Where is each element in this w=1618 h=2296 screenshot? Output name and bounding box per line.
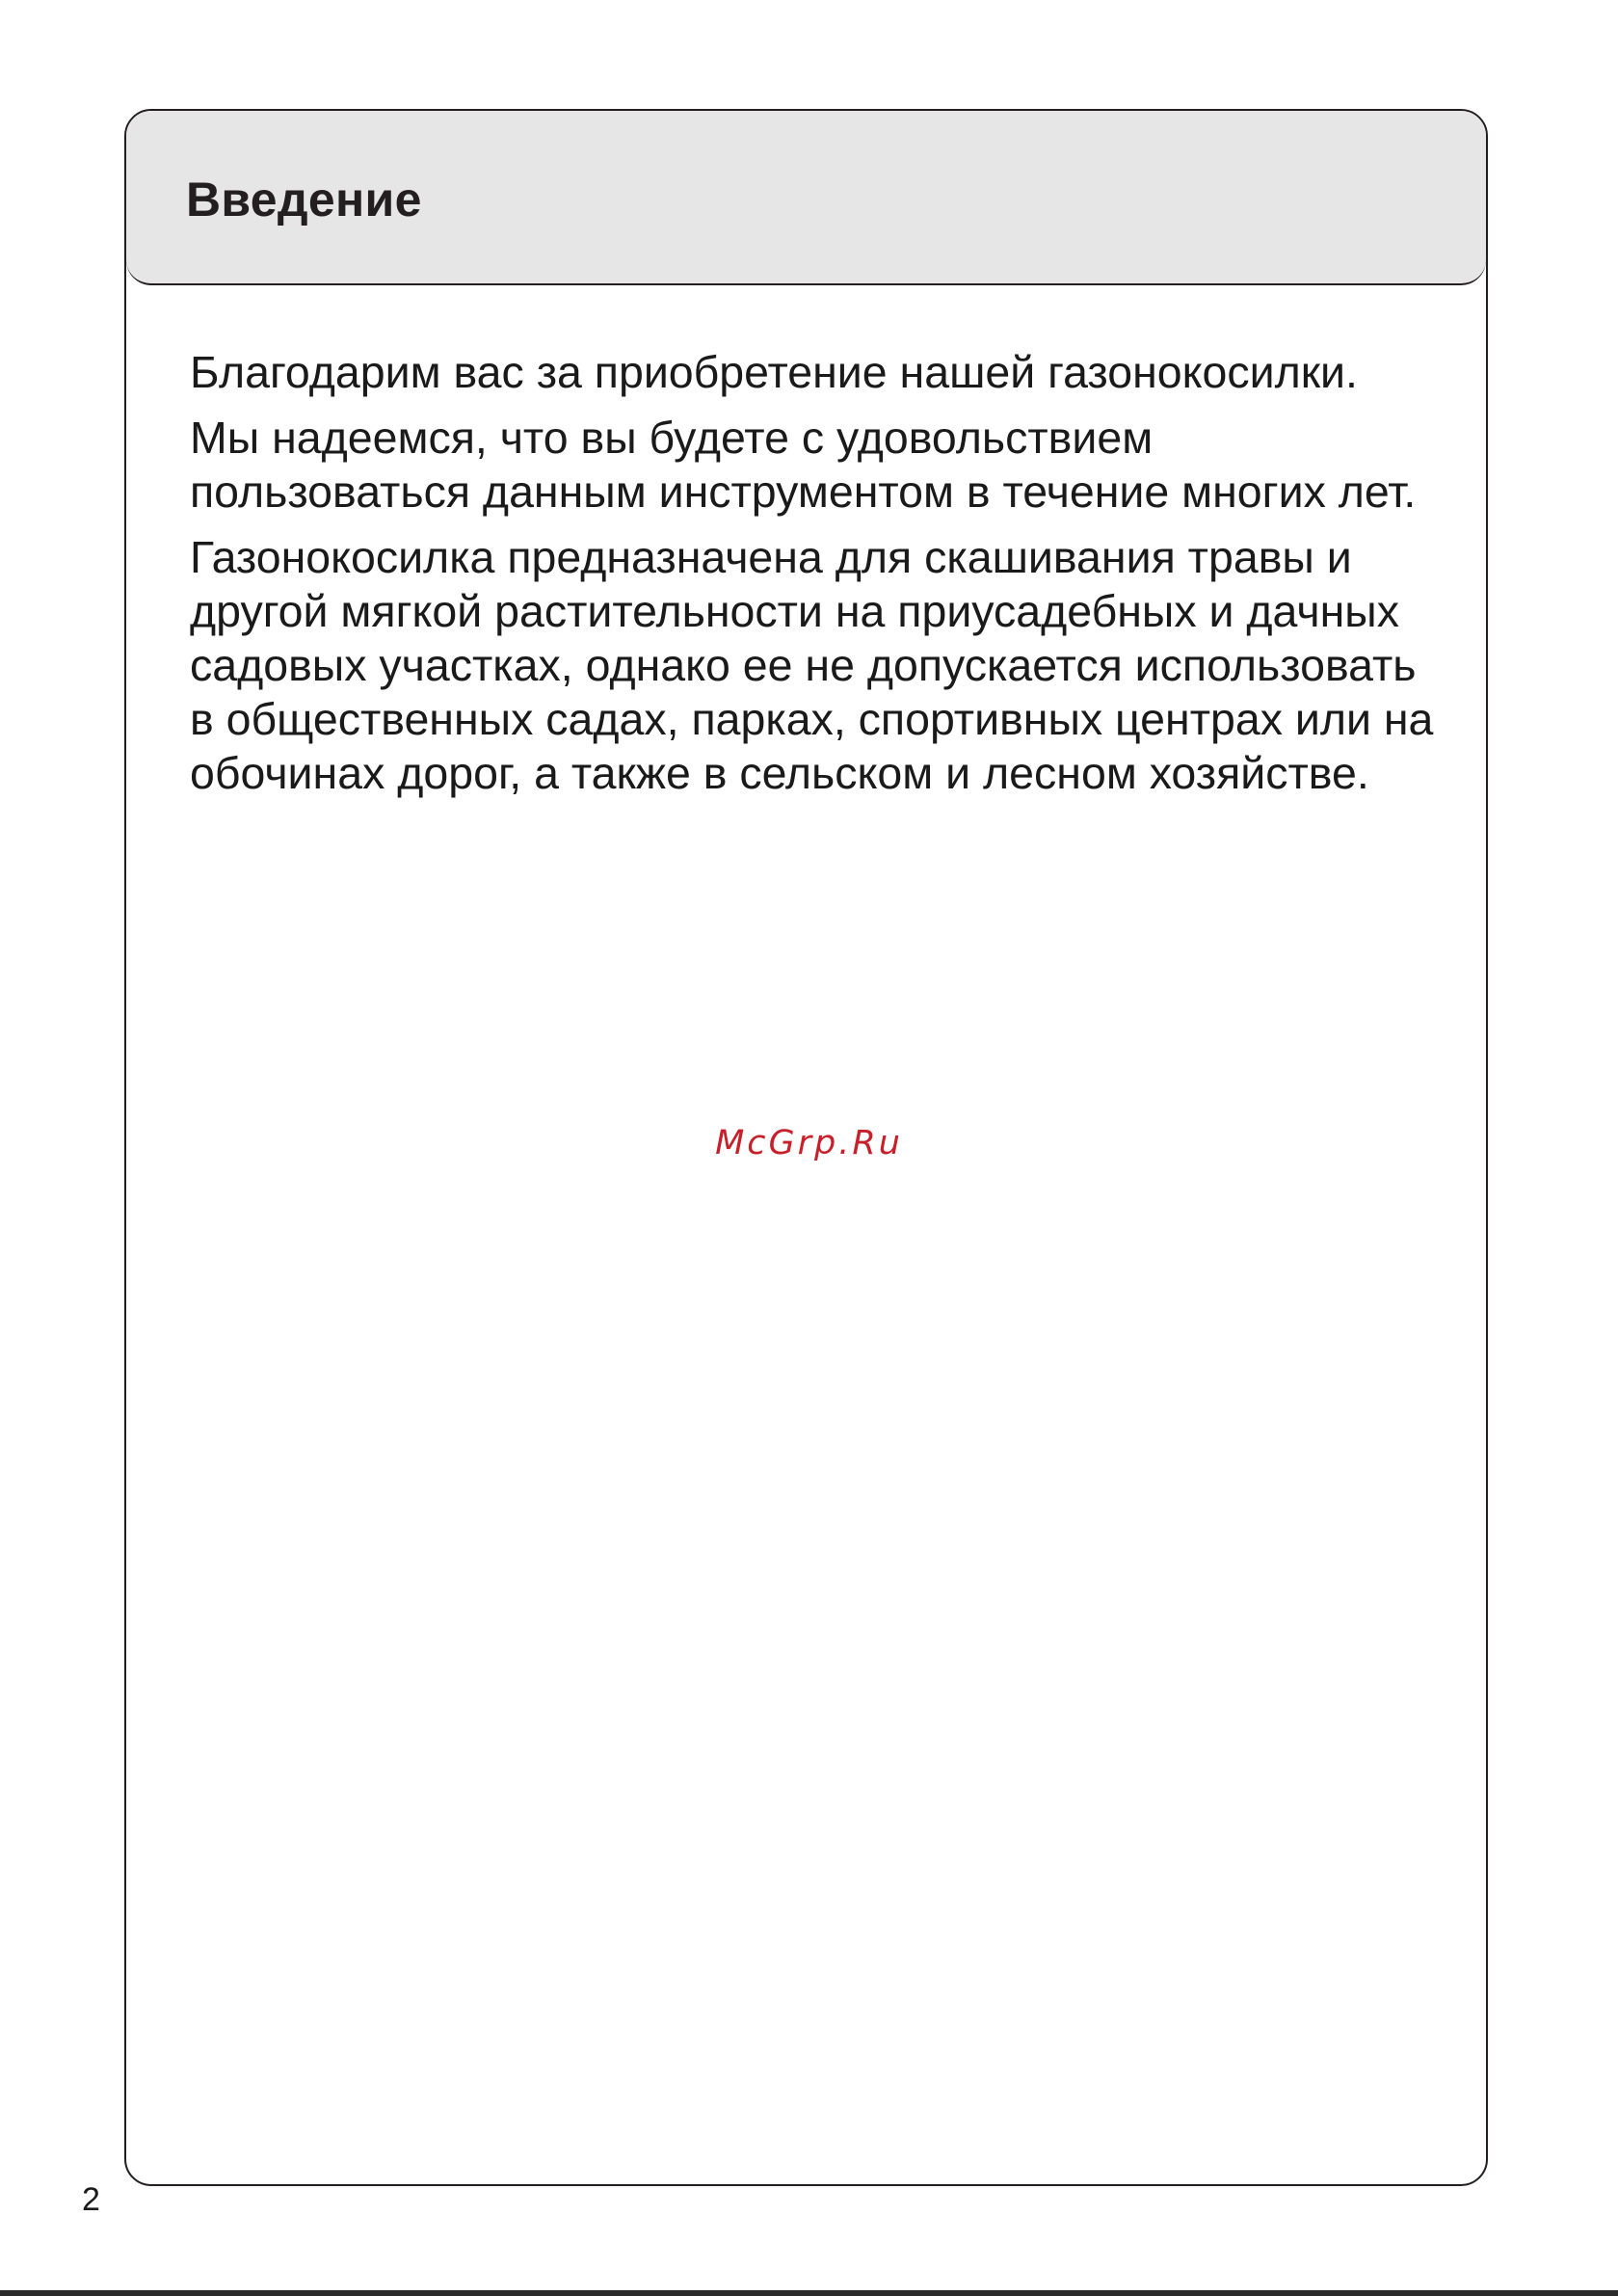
- section-title: Введение: [186, 173, 422, 227]
- watermark-text: McGrp.Ru: [715, 1124, 903, 1162]
- page-number: 2: [82, 2181, 100, 2218]
- intro-paragraph-purpose: Газонокосилка предназначена для скашивания травы и другой мягкой растительности на приусадебных и дачных садовых участках, однако ее не допускается использовать в общественных садах, парках, спортивных центрах или на обочинах дорог, а также в сельском и лесном хозяйстве.: [190, 532, 1434, 798]
- section-header: [126, 111, 1486, 285]
- section-body: [190, 345, 1443, 812]
- intro-paragraph-hope: Мы надеемся, что вы будете с удовольствием пользоваться данным инструментом в течение многих лет.: [190, 413, 1417, 517]
- bottom-divider: [0, 2290, 1618, 2296]
- intro-paragraph-thanks: Благодарим вас за приобретение нашей газонокосилки.: [190, 347, 1358, 397]
